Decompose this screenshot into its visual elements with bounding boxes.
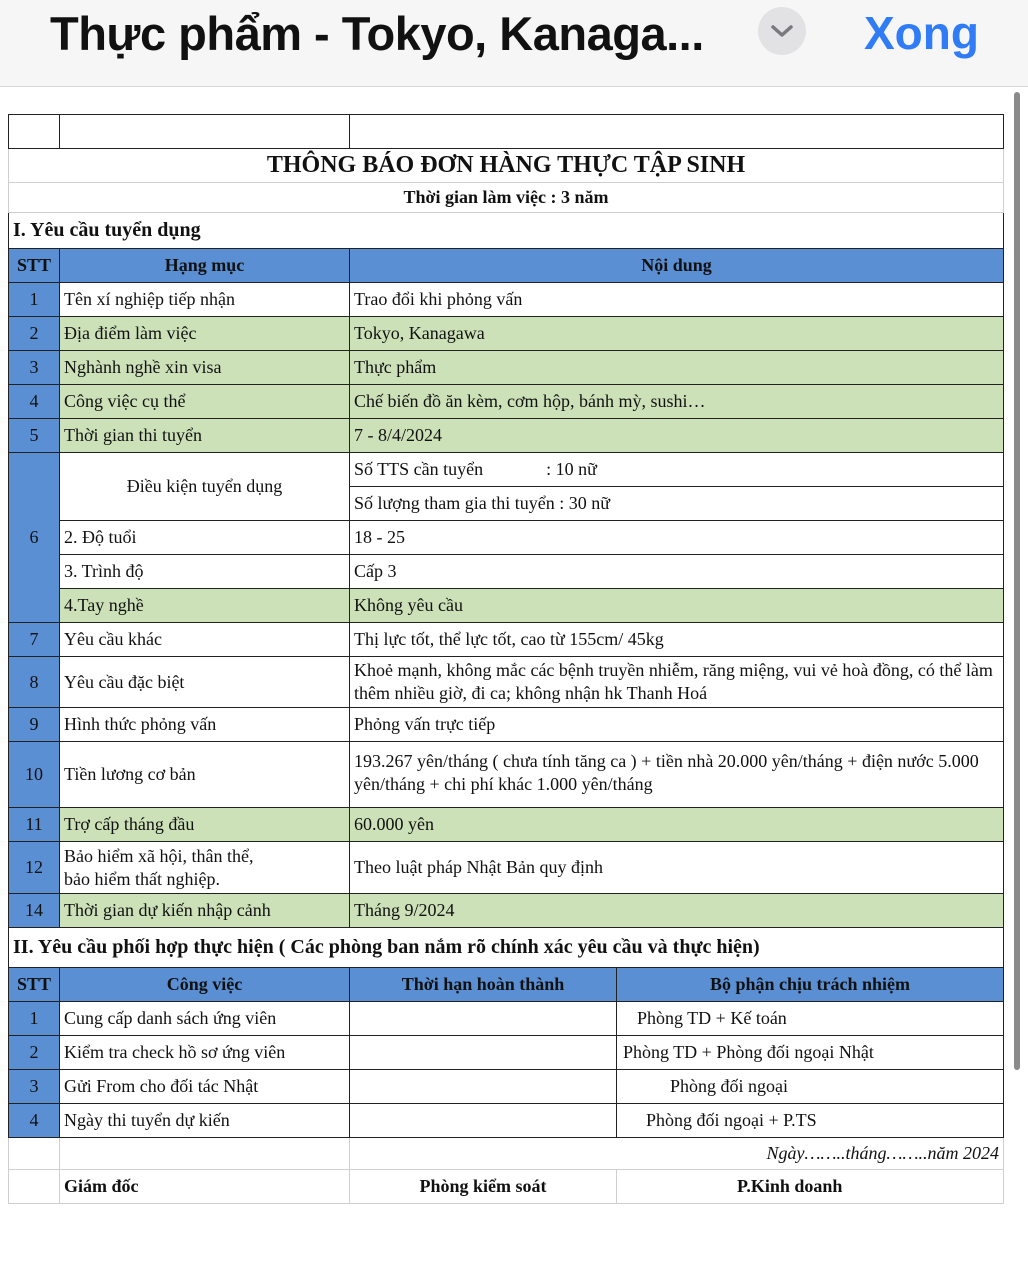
task-department: Phòng TD + Kế toán bbox=[617, 1002, 1004, 1036]
row-item: Hình thức phỏng vấn bbox=[60, 708, 350, 742]
signer-control: Phòng kiểm soát bbox=[350, 1170, 617, 1204]
header-content: Nội dung bbox=[350, 249, 1004, 283]
row-stt: 2 bbox=[9, 317, 60, 351]
task-department: Phòng đối ngoại + P.TS bbox=[617, 1104, 1004, 1138]
sheet-subtitle: Thời gian làm việc : 3 năm bbox=[9, 183, 1004, 213]
education-label: 3. Trình độ bbox=[60, 555, 350, 589]
scroll-indicator[interactable] bbox=[1014, 92, 1020, 1070]
table-row bbox=[9, 351, 1004, 385]
task-name: Gửi From cho đối tác Nhật bbox=[60, 1070, 350, 1104]
task-deadline bbox=[350, 1104, 617, 1138]
table-row bbox=[9, 453, 1004, 487]
row-item: Thời gian dự kiến nhập cảnh bbox=[60, 894, 350, 928]
table-row bbox=[9, 623, 1004, 657]
header-deadline: Thời hạn hoàn thành bbox=[350, 968, 617, 1002]
table-row bbox=[9, 521, 1004, 555]
table-row bbox=[9, 808, 1004, 842]
task-name: Kiểm tra check hồ sơ ứng viên bbox=[60, 1036, 350, 1070]
order-sheet bbox=[8, 114, 1004, 1204]
row-stt: 11 bbox=[9, 808, 60, 842]
empty-cell bbox=[350, 115, 1004, 149]
empty-cell bbox=[60, 1138, 350, 1170]
task-department: Phòng TD + Phòng đối ngoại Nhật bbox=[617, 1036, 1004, 1070]
header-task: Công việc bbox=[60, 968, 350, 1002]
row-content: 7 - 8/4/2024 bbox=[350, 419, 1004, 453]
header-department: Bộ phận chịu trách nhiệm bbox=[617, 968, 1004, 1002]
row-stt: 8 bbox=[9, 657, 60, 708]
empty-cell bbox=[9, 1138, 60, 1170]
row-stt: 1 bbox=[9, 283, 60, 317]
row-content: Khoẻ mạnh, không mắc các bệnh truyền nhiễm, răng miệng, vui vẻ hoà đồng, có thể làm thêm nhiều giờ, đi ca; không nhận hk Thanh Hoá bbox=[350, 657, 1004, 708]
header-stt: STT bbox=[9, 968, 60, 1002]
age-value: 18 - 25 bbox=[350, 521, 1004, 555]
table-row bbox=[9, 894, 1004, 928]
table-row bbox=[9, 708, 1004, 742]
task-stt: 2 bbox=[9, 1036, 60, 1070]
row-item bbox=[60, 842, 350, 894]
task-stt: 3 bbox=[9, 1070, 60, 1104]
row-item: Tên xí nghiệp tiếp nhận bbox=[60, 283, 350, 317]
empty-cell bbox=[9, 115, 60, 149]
task-row bbox=[9, 1104, 1004, 1138]
row-content: Tháng 9/2024 bbox=[350, 894, 1004, 928]
row-stt: 9 bbox=[9, 708, 60, 742]
row-stt: 3 bbox=[9, 351, 60, 385]
table-row bbox=[9, 657, 1004, 708]
header-stt: STT bbox=[9, 249, 60, 283]
row-content: 193.267 yên/tháng ( chưa tính tăng ca ) + tiền nhà 20.000 yên/tháng + điện nước 5.000 yên/tháng + chi phí khác 1.000 yên/tháng bbox=[350, 742, 1004, 808]
tts-count: Số TTS cần tuyển : 10 nữ bbox=[350, 453, 1004, 487]
chevron-down-icon bbox=[770, 23, 794, 39]
row-stt: 4 bbox=[9, 385, 60, 419]
row-content: 60.000 yên bbox=[350, 808, 1004, 842]
top-bar bbox=[0, 0, 1028, 87]
row-item-line: Bảo hiểm xã hội, thân thể, bbox=[64, 845, 254, 866]
row-stt: 10 bbox=[9, 742, 60, 808]
task-deadline bbox=[350, 1070, 617, 1104]
section-2-heading: II. Yêu cầu phối hợp thực hiện ( Các phòng ban nắm rõ chính xác yêu cầu và thực hiện) bbox=[9, 928, 1004, 968]
signer-director: Giám đốc bbox=[60, 1170, 350, 1204]
table-row bbox=[9, 842, 1004, 894]
row-content: Chế biến đồ ăn kèm, cơm hộp, bánh mỳ, sushi… bbox=[350, 385, 1004, 419]
row-content: Phỏng vấn trực tiếp bbox=[350, 708, 1004, 742]
row-stt: 7 bbox=[9, 623, 60, 657]
table-row bbox=[9, 283, 1004, 317]
row-content: Thực phẩm bbox=[350, 351, 1004, 385]
skill-label: 4.Tay nghề bbox=[60, 589, 350, 623]
table-header bbox=[9, 968, 1004, 1002]
row-stt: 6 bbox=[9, 453, 60, 623]
row-stt: 5 bbox=[9, 419, 60, 453]
row-item-line: bảo hiểm thất nghiệp. bbox=[64, 868, 220, 889]
task-department: Phòng đối ngoại bbox=[617, 1070, 1004, 1104]
empty-cell bbox=[9, 1170, 60, 1204]
row-item: Địa điểm làm việc bbox=[60, 317, 350, 351]
task-stt: 4 bbox=[9, 1104, 60, 1138]
date-line: Ngày……..tháng……..năm 2024 bbox=[350, 1138, 1004, 1170]
task-row bbox=[9, 1002, 1004, 1036]
done-button[interactable]: Xong bbox=[864, 7, 979, 59]
row-content: Thị lực tốt, thể lực tốt, cao từ 155cm/ 45kg bbox=[350, 623, 1004, 657]
table-row bbox=[9, 317, 1004, 351]
section-1-heading: I. Yêu cầu tuyển dụng bbox=[9, 213, 1004, 249]
skill-value: Không yêu cầu bbox=[350, 589, 1004, 623]
empty-cell bbox=[60, 115, 350, 149]
table-row bbox=[9, 419, 1004, 453]
tts-exam-count: Số lượng tham gia thi tuyển : 30 nữ bbox=[350, 487, 1004, 521]
row-item: Yêu cầu đặc biệt bbox=[60, 657, 350, 708]
signer-business: P.Kinh doanh bbox=[617, 1170, 1004, 1204]
header-item: Hạng mục bbox=[60, 249, 350, 283]
row-content: Trao đổi khi phỏng vấn bbox=[350, 283, 1004, 317]
sheet-title: THÔNG BÁO ĐƠN HÀNG THỰC TẬP SINH bbox=[9, 149, 1004, 183]
row-stt: 14 bbox=[9, 894, 60, 928]
task-stt: 1 bbox=[9, 1002, 60, 1036]
task-row bbox=[9, 1070, 1004, 1104]
table-row bbox=[9, 385, 1004, 419]
row-item: Nghành nghề xin visa bbox=[60, 351, 350, 385]
task-row bbox=[9, 1036, 1004, 1070]
row-item: Thời gian thi tuyển bbox=[60, 419, 350, 453]
row-item: Tiền lương cơ bản bbox=[60, 742, 350, 808]
chevron-down-button[interactable] bbox=[758, 7, 806, 55]
education-value: Cấp 3 bbox=[350, 555, 1004, 589]
task-deadline bbox=[350, 1036, 617, 1070]
age-label: 2. Độ tuổi bbox=[60, 521, 350, 555]
task-name: Cung cấp danh sách ứng viên bbox=[60, 1002, 350, 1036]
row-content: Theo luật pháp Nhật Bản quy định bbox=[350, 842, 1004, 894]
table-row bbox=[9, 555, 1004, 589]
document-title: Thực phẩm - Tokyo, Kanaga... bbox=[50, 7, 704, 60]
row-content: Tokyo, Kanagawa bbox=[350, 317, 1004, 351]
table-row bbox=[9, 742, 1004, 808]
table-header bbox=[9, 249, 1004, 283]
table-row bbox=[9, 589, 1004, 623]
row-item: Trợ cấp tháng đầu bbox=[60, 808, 350, 842]
row-item: Công việc cụ thể bbox=[60, 385, 350, 419]
row-stt: 12 bbox=[9, 842, 60, 894]
conditions-label: Điều kiện tuyển dụng bbox=[60, 453, 350, 521]
task-deadline bbox=[350, 1002, 617, 1036]
row-item: Yêu cầu khác bbox=[60, 623, 350, 657]
task-name: Ngày thi tuyển dự kiến bbox=[60, 1104, 350, 1138]
